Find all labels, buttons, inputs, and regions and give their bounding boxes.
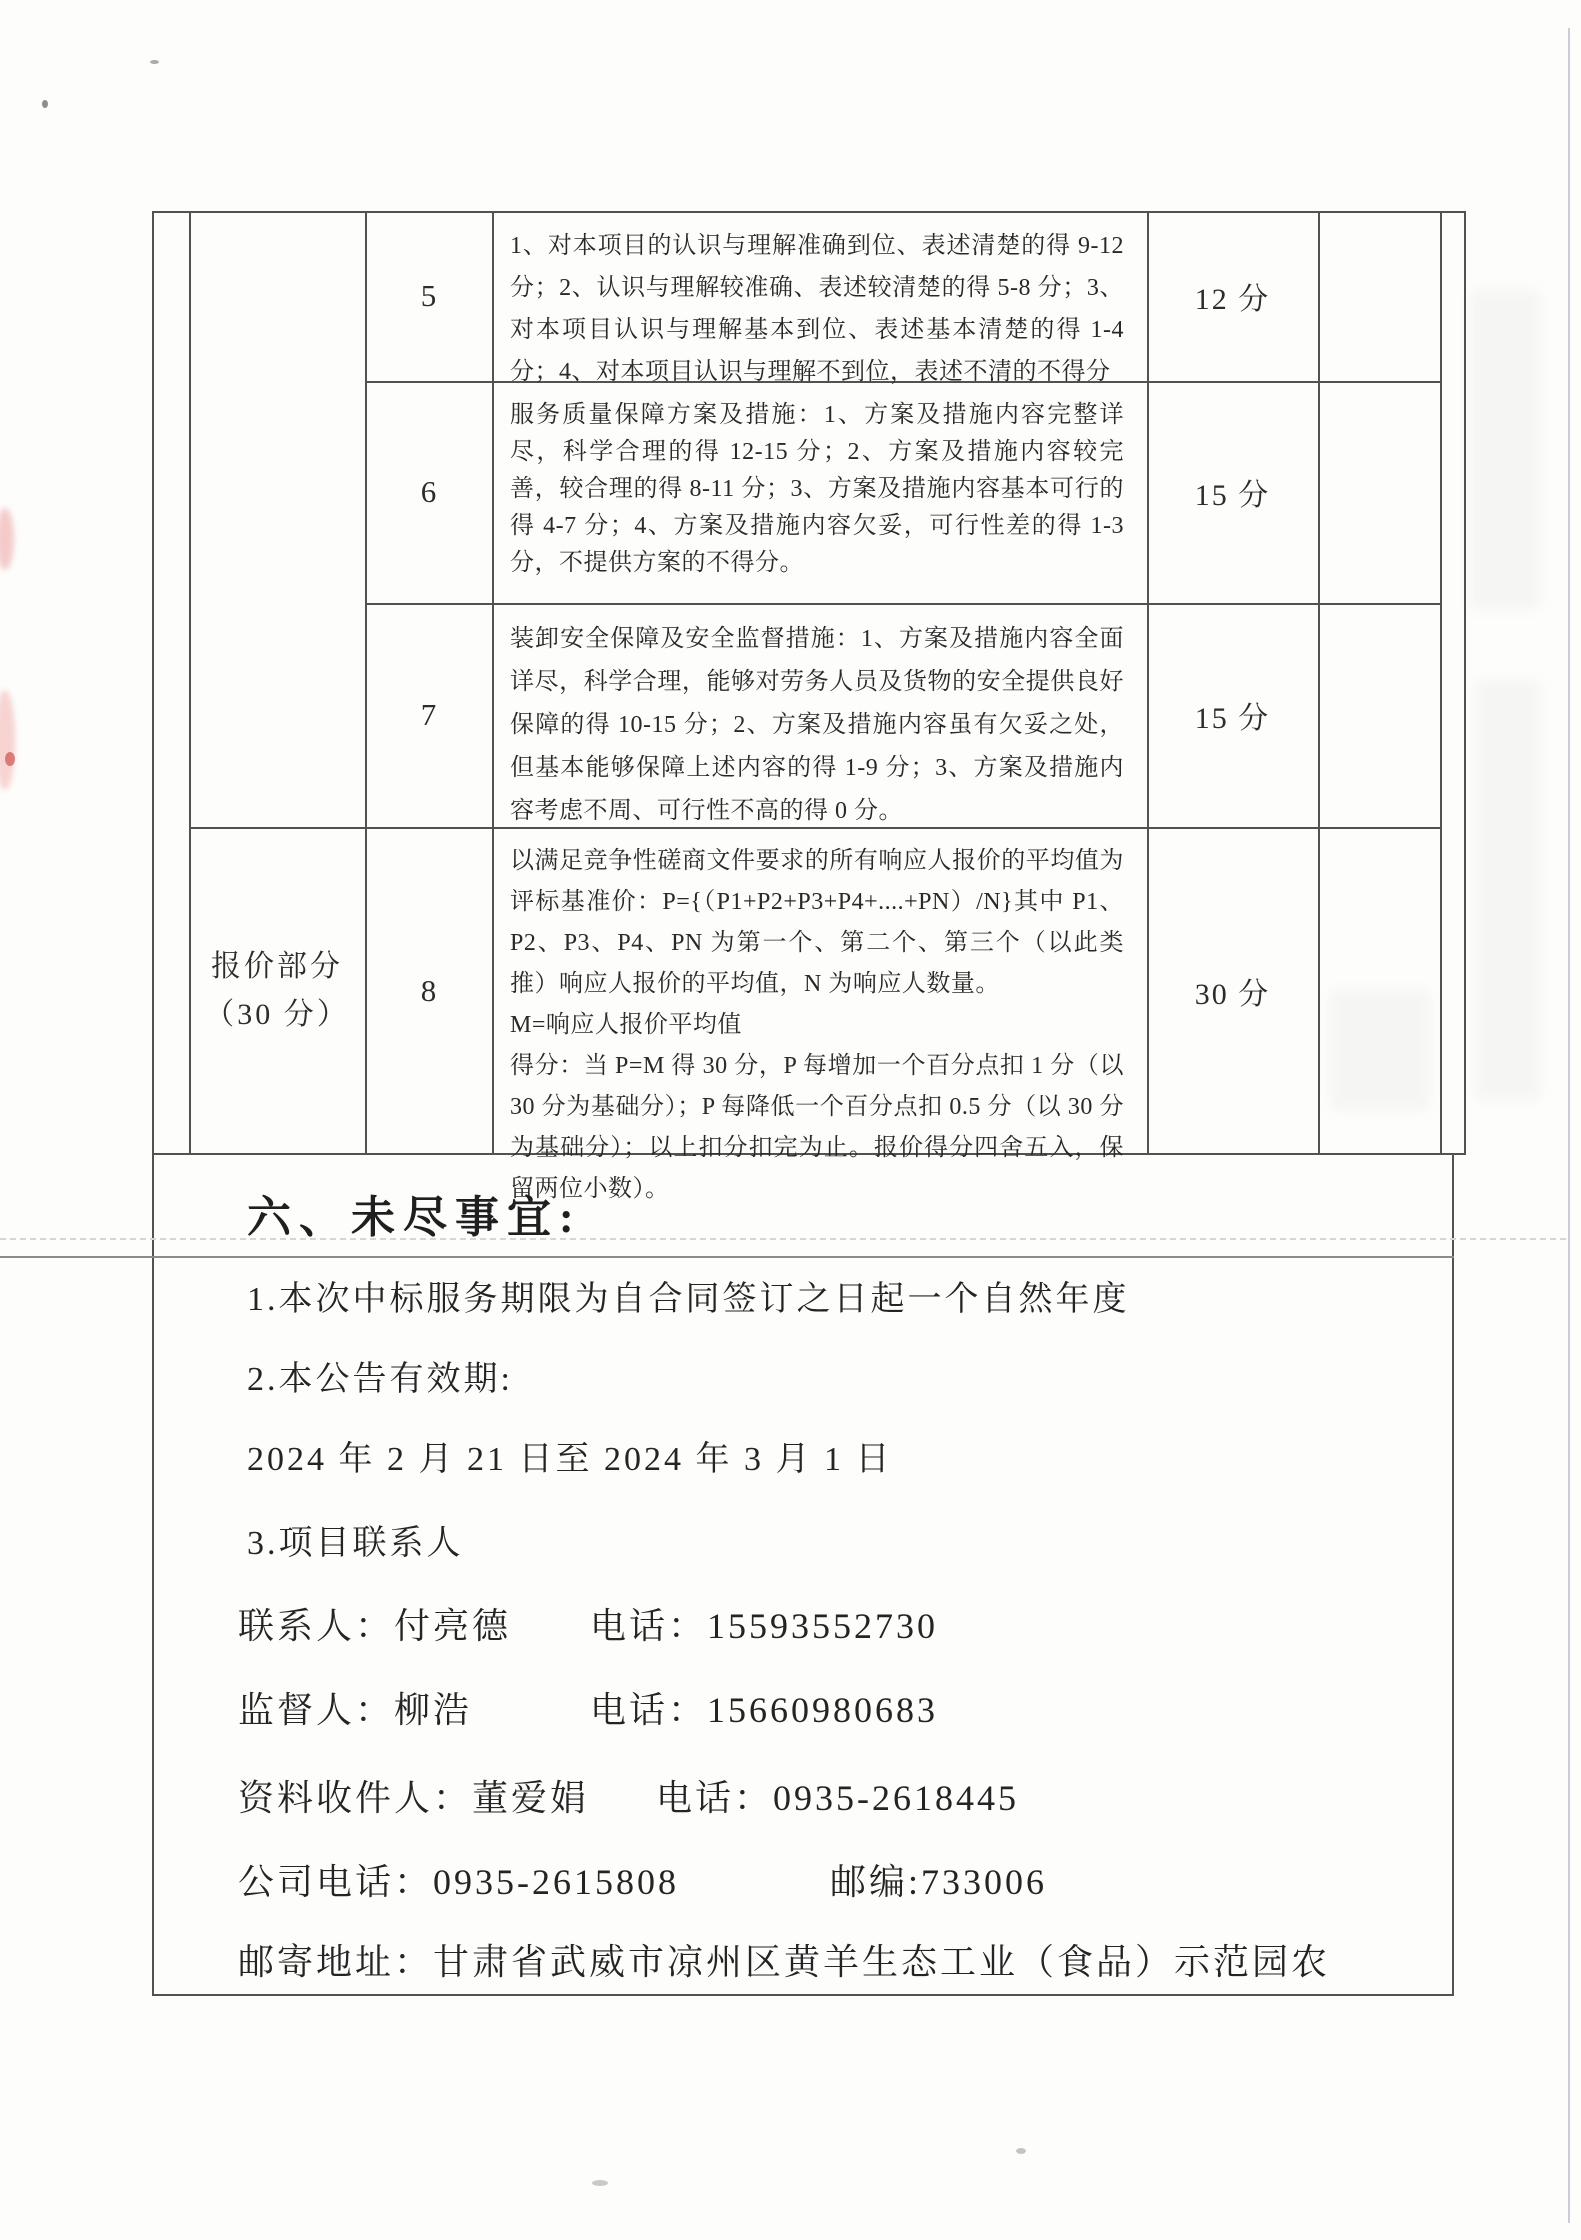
section-item-3: 3.项目联系人 xyxy=(247,1525,464,1562)
section-item-2: 2.本公告有效期: xyxy=(247,1361,513,1398)
frame-bottom-border xyxy=(152,1994,1454,1996)
row7-score: 15 分 xyxy=(1194,702,1271,735)
row8-number: 8 xyxy=(420,973,437,1008)
row7-score-cell xyxy=(1147,603,1318,827)
row8-category-line2: （30 分） xyxy=(204,998,350,1031)
row8-score: 30 分 xyxy=(1194,978,1271,1011)
contact-phone: 电话：15593552730 xyxy=(590,1606,939,1646)
gray-speck-bottom-right xyxy=(1016,2148,1026,2154)
row5-score-cell xyxy=(1147,211,1318,381)
table-border-right xyxy=(1464,211,1466,1155)
row6-criteria: 服务质量保障方案及措施：1、方案及措施内容完整详尽，科学合理的得 12-15 分；2、方案及措施内容较完善，较合理的得 8-11 分；3、方案及措施内容基本可行的得 4-7 分；4、方案及措施内容欠妥，可行性差的得 1-3 分，不提供方案的不得分。 xyxy=(510,402,1124,576)
contact-line-liaison xyxy=(238,1598,1448,1646)
red-speck xyxy=(5,752,15,766)
row5-score: 12 分 xyxy=(1194,283,1271,316)
contact-line-company-phone xyxy=(238,1854,1448,1902)
company-phone: 公司电话：0935-2615808 xyxy=(238,1862,679,1902)
section-heading: 六、未尽事宜: xyxy=(247,1193,582,1242)
fold-line-faint xyxy=(0,1238,1566,1240)
row6-number: 6 xyxy=(420,474,437,509)
scan-edge-shadow xyxy=(1568,28,1570,2223)
row6-number-cell xyxy=(365,381,492,603)
table-vline-right-sliver xyxy=(1440,211,1442,1155)
section-item-date: 2024 年 2 月 21 日至 2024 年 3 月 1 日 xyxy=(247,1441,893,1478)
contact-line-document-receiver xyxy=(238,1770,1448,1818)
gray-speck-bottom-center xyxy=(592,2180,608,2186)
row8-criteria-paragraph-3: 得分：当 P=M 得 30 分，P 每增加一个百分点扣 1 分（以 30 分为基础分）；P 每降低一个百分点扣 0.5 分（以 30 分为基础分）；以上扣分扣完为止。报价得分四舍五入，保留两位小数）。 xyxy=(510,1053,1124,1202)
pink-smudge-lower xyxy=(0,690,15,790)
bleed-through-ghost-1 xyxy=(1470,290,1540,610)
row5-number: 5 xyxy=(420,278,437,313)
contact-line-mailing-address xyxy=(238,1934,1448,1982)
row5-criteria: 1、对本项目的认识与理解准确到位、表述清楚的得 9-12 分；2、认识与理解较准确、表述较清楚的得 5-8 分；3、对本项目认识与理解基本到位、表述基本清楚的得 1-4 分；4、对本项目认识与理解不到位，表述不清的不得分 xyxy=(510,233,1124,385)
row8-category-cell xyxy=(189,827,365,1155)
row8-number-cell xyxy=(365,827,492,1155)
contact-phone: 电话：0935-2618445 xyxy=(656,1778,1019,1818)
row8-score-cell xyxy=(1147,827,1318,1155)
row6-score-cell xyxy=(1147,381,1318,603)
frame-right-border xyxy=(1452,1155,1454,1996)
table-vline-remark xyxy=(1318,211,1320,1155)
mailing-address: 邮寄地址：甘肃省武威市凉州区黄羊生态工业（食品）示范园农 xyxy=(238,1942,1331,1982)
contact-name: 资料收件人：董爱娟 xyxy=(238,1778,590,1818)
table-border-left xyxy=(152,211,154,1155)
section-item-1: 1.本次中标服务期限为自合同签订之日起一个自然年度 xyxy=(247,1281,1130,1318)
contact-name: 监督人：柳浩 xyxy=(238,1690,473,1730)
dark-speck-top-left xyxy=(42,100,48,108)
postal-code: 邮编:733006 xyxy=(830,1862,1048,1902)
row8-category-line1: 报价部分 xyxy=(211,950,343,983)
row7-criteria: 装卸安全保障及安全监督措施：1、方案及措施内容全面详尽，科学合理，能够对劳务人员及货物的安全提供良好保障的得 10-15 分；2、方案及措施内容虽有欠妥之处，但基本能够保障上述内容的得 1-9 分；3、方案及措施内容考虑不周、可行性不高的得 0 分。 xyxy=(510,626,1124,824)
contact-phone: 电话：15660980683 xyxy=(590,1690,939,1730)
bleed-through-ghost-3 xyxy=(1330,990,1430,1110)
contact-name: 联系人：付亮德 xyxy=(238,1606,512,1646)
row6-score: 15 分 xyxy=(1194,479,1271,512)
gray-speck-top xyxy=(150,60,159,64)
row8-criteria-paragraph-2: M=响应人报价平均值 xyxy=(510,1012,742,1038)
row8-criteria xyxy=(510,841,1124,1210)
table-vline-number xyxy=(492,211,494,1155)
pink-smudge-upper xyxy=(0,508,14,570)
row8-criteria-paragraph-1: 以满足竞争性磋商文件要求的所有响应人报价的平均值为评标基准价：P={（P1+P2+P3+P4+....+PN）/N}其中 P1、P2、P3、P4、PN 为第一个、第二个、第三个（以此类推）响应人报价的平均值，N 为响应人数量。 xyxy=(510,848,1124,997)
bleed-through-ghost-2 xyxy=(1475,680,1541,1100)
contact-line-supervisor xyxy=(238,1682,1448,1730)
fold-line-solid xyxy=(0,1256,1454,1258)
row7-number-cell xyxy=(365,603,492,827)
row5-number-cell xyxy=(365,211,492,381)
row7-number: 7 xyxy=(420,697,437,732)
frame-left-border xyxy=(152,1155,154,1996)
